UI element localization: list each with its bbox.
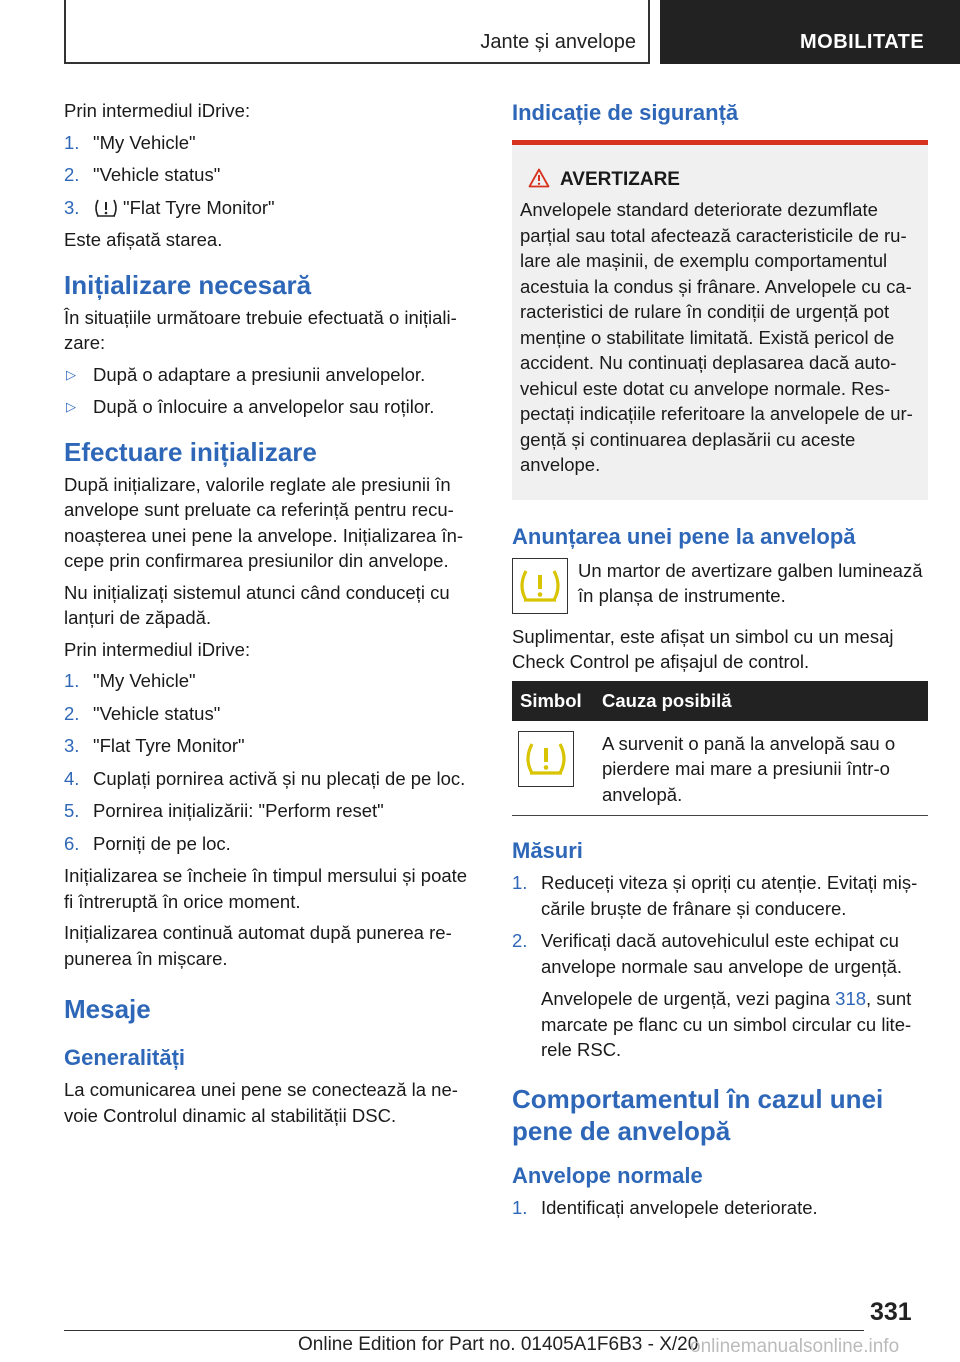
do-init-intro: Prin intermediul iDrive:: [64, 638, 251, 660]
list-item: 4. Cuplați pornirea activă și nu plecați de pe loc.: [64, 767, 466, 789]
cause-cell: A survenit o pană la anvelopă sau o pierdere mai mare a presiunii într-o anvelopă.: [594, 721, 928, 816]
warning-title: AVERTIZARE: [520, 167, 920, 193]
tyre-pressure-symbol-icon: [518, 731, 574, 787]
measures-heading: Măsuri: [512, 838, 583, 863]
warning-box: [512, 140, 928, 500]
list-item: 6. Porniți de pe loc.: [64, 832, 231, 854]
triangle-bullet-icon: ▷: [66, 399, 76, 414]
init-required-heading: Inițializare necesară: [64, 269, 312, 300]
list-item: ▷ După o înlocuire a anvelopelor sau roților.: [64, 394, 476, 420]
lamp-text: Un martor de avertizare galben luminează în planșa de instrumente.: [578, 559, 923, 606]
emergency-tyres-note: Anvelopele de urgență, vezi pagina 318, sunt marcate pe flanc cu un simbol circular cu lite-rele RSC.: [541, 988, 912, 1060]
symbol-cell: [512, 721, 594, 816]
col-symbol: Simbol: [512, 681, 594, 721]
idrive-intro: Prin intermediul iDrive:: [64, 100, 251, 121]
general-heading: Generalități: [64, 1045, 186, 1070]
measures-steps: [512, 870, 928, 979]
do-init-heading: Efectuare inițializare: [64, 436, 317, 467]
do-init-p2: Nu inițializați sistemul atunci când conduceți cu lanțuri de zăpadă.: [64, 581, 450, 628]
normal-tyres-steps: [512, 1195, 928, 1221]
right-column: [512, 98, 928, 1227]
list-item: 2. "Vehicle status": [64, 164, 221, 185]
do-init-p4: Inițializarea continuă automat după punerea re-punerea în mișcare.: [64, 922, 452, 969]
announce-heading: Anunțarea unei pene la anvelopă: [512, 523, 856, 549]
footer-edition: Online Edition for Part no. 01405A1F6B3 - X/20: [298, 1334, 699, 1355]
table-header-row: [512, 681, 928, 721]
general-text: La comunicarea unei pene se conectează la ne-voie Controlul dinamic al stabilității DSC.: [64, 1079, 458, 1126]
init-required-bullets: [64, 362, 476, 420]
normal-tyres-heading: Anvelope normale: [512, 1162, 703, 1188]
left-column: [64, 98, 476, 1134]
table-row: [512, 721, 928, 816]
list-item: 2. "Vehicle status": [64, 702, 221, 724]
list-item: 3. "Flat Tyre Monitor": [64, 735, 245, 756]
safety-heading: Indicație de siguranță: [512, 100, 739, 125]
list-item: 1. Reduceți viteza și opriți cu atenție. Evitați miș-cările bruște de frânare și conducere.: [512, 872, 918, 919]
list-item: 1. "My Vehicle": [64, 131, 196, 153]
warning-text: Anvelopele standard deteriorate dezumflate parțial sau total afectează caracteristicile de ru-lare ale mașinii, de exemplu comportamentul acestuia la condus și frânare. Anvelopele cu ca-racteristici de rulare în condiții de urgență pot menține o stabilitate limitată. Există pericol de accident. Nu continuați deplasarea dacă auto-vehicul este dotat cu anvelope normale. Res-pectați indicațiile referitoare la anvelopele de ur-gență și continuarea deplasării cu aceste anvelope.: [520, 199, 913, 475]
status-shown-text: Este afișată starea.: [64, 229, 223, 250]
list-item: ▷ După o adaptare a presiunii anvelopelor.: [64, 362, 476, 388]
footer-watermark: onlinemanualsonline.info: [690, 1336, 900, 1357]
symbol-table: [512, 681, 928, 817]
flat-tyre-icon: [93, 197, 119, 219]
list-item: 5. Pornirea inițializării: "Perform reset": [64, 800, 384, 821]
tyre-pressure-warning-lamp-icon: [512, 558, 568, 614]
init-required-text: În situațiile următoare trebuie efectuată o inițiali-zare:: [64, 306, 457, 353]
check-control-text: Suplimentar, este afișat un simbol cu un mesaj Check Control pe afișajul de control.: [512, 625, 894, 672]
lamp-row: [512, 558, 928, 614]
page-link-318[interactable]: 318: [835, 988, 867, 1009]
list-item: 1. Identificați anvelopele deteriorate.: [512, 1196, 818, 1218]
footer-rule: [64, 1330, 864, 1331]
page-number: 331: [870, 1298, 912, 1326]
warning-triangle-icon: [528, 168, 550, 188]
triangle-bullet-icon: ▷: [66, 366, 76, 382]
header-chapter-tab[interactable]: MOBILITATE: [660, 0, 960, 64]
behavior-heading: Comportamentul în cazul unei pene de anvelopă: [512, 1083, 884, 1146]
list-item: 1. "My Vehicle": [64, 670, 196, 691]
do-init-p1: După inițializare, valorile reglate ale presiunii în anvelope sunt preluate ca referință pentru recu-noașterea unei pene la anvelope. Inițializarea în-cepe prin confirmarea presiunilor din anvelope.: [64, 473, 464, 571]
messages-heading: Mesaje: [64, 994, 151, 1024]
do-init-p3: Inițializarea se încheie în timpul mersului și poate fi întreruptă în orice moment.: [64, 865, 468, 912]
idrive-steps-2: [64, 668, 476, 856]
header-section-title: Jante și anvelope: [480, 31, 636, 53]
idrive-steps-1: [64, 130, 476, 221]
col-cause: Cauza posibilă: [594, 681, 928, 721]
list-item: 2. Verificați dacă autovehiculul este echipat cu anvelope normale sau anvelope de urgență.: [512, 930, 903, 977]
list-item: 3. "Flat Tyre Monitor": [64, 196, 275, 218]
